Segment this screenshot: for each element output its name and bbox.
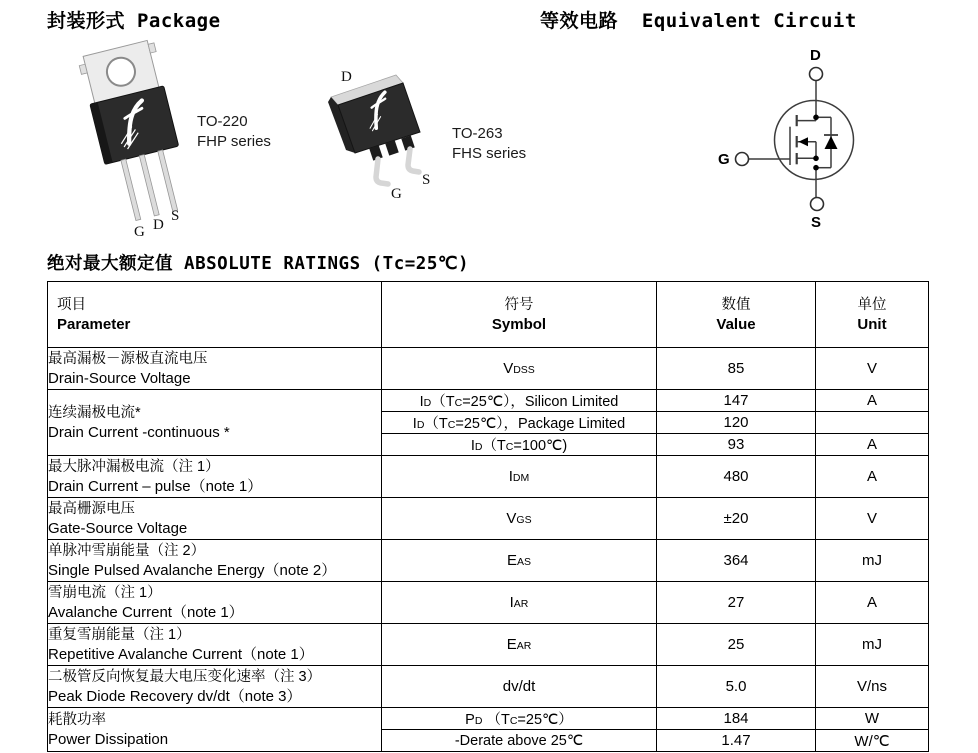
parameter-name-en: Single Pulsed Avalanche Energy（note 2） [48, 561, 337, 579]
drain-terminal [810, 68, 823, 81]
unit-cell: A [816, 434, 929, 456]
column-header-symbol [382, 282, 657, 348]
to263-caption [452, 124, 526, 164]
parameter-name-zh: 最大脉冲漏极电流（注 1） [48, 458, 220, 475]
unit-cell: V [816, 498, 929, 540]
parameter-cell [48, 666, 382, 708]
to220-leg [139, 155, 159, 216]
symbol-cell: IDM [382, 456, 657, 498]
column-header-unit [816, 282, 929, 348]
unit-cell: V [816, 348, 929, 390]
parameter-name-zh: 雪崩电流（注 1） [48, 584, 162, 601]
unit-cell: W/℃ [816, 730, 929, 752]
unit-cell [816, 412, 929, 434]
terminal-label-d: D [810, 47, 821, 64]
parameter-cell [48, 540, 382, 582]
symbol-cell: VDSS [382, 348, 657, 390]
header-symbol-zh: 符号 [504, 296, 534, 313]
unit-cell: V/ns [816, 666, 929, 708]
parameter-name-zh: 重复雪崩能量（注 1） [48, 626, 191, 643]
table-row [48, 540, 929, 582]
parameter-name-zh: 耗散功率 [48, 711, 106, 728]
value-cell: 27 [657, 582, 816, 624]
symbol-cell: IAR [382, 582, 657, 624]
absolute-ratings-table [47, 281, 929, 752]
to263-series: FHS series [452, 145, 527, 162]
to220-pin-label-s: S [171, 208, 180, 224]
parameter-cell [48, 456, 382, 498]
table-row [48, 456, 929, 498]
column-header-parameter [48, 282, 382, 348]
value-cell: 1.47 [657, 730, 816, 752]
table-row [48, 498, 929, 540]
to263-leg [408, 149, 419, 172]
to220-series: FHP series [197, 133, 271, 150]
to263-pin-label-g: G [391, 186, 402, 202]
value-cell: 184 [657, 708, 816, 730]
column-header-value [657, 282, 816, 348]
table-row [48, 708, 929, 730]
to220-pin-label-g: G [134, 224, 145, 240]
symbol-cell: -Derate above 25℃ [382, 730, 657, 752]
symbol-cell: EAS [382, 540, 657, 582]
unit-cell: A [816, 390, 929, 412]
header-unit-zh: 单位 [857, 296, 887, 313]
header-value-en: Value [716, 315, 756, 333]
to-263-package-image [298, 55, 448, 205]
symbol-cell: ID（TC=25℃），Silicon Limited [382, 390, 657, 412]
parameter-cell [48, 624, 382, 666]
to263-pin-label-s: S [422, 172, 431, 188]
parameter-name-en: Drain Current – pulse（note 1） [48, 477, 263, 495]
to263-stub [390, 142, 394, 154]
value-cell: 5.0 [657, 666, 816, 708]
to220-leg [158, 150, 178, 211]
parameter-name-en: Gate-Source Voltage [48, 519, 188, 537]
to220-caption [197, 112, 271, 152]
parameter-cell [48, 498, 382, 540]
unit-cell: mJ [816, 624, 929, 666]
table-row [48, 624, 929, 666]
value-cell: 480 [657, 456, 816, 498]
parameter-name-en: Repetitive Avalanche Current（note 1） [48, 645, 314, 663]
parameter-cell [48, 708, 382, 752]
parameter-name-en: Drain Current -continuous * [48, 423, 230, 441]
parameter-name-zh: 单脉冲雪崩能量（注 2） [48, 542, 206, 559]
symbol-cell: ID（TC=100℃) [382, 434, 657, 456]
mosfet-body-arrow [799, 137, 809, 146]
symbol-cell: EAR [382, 624, 657, 666]
parameter-name-en: Avalanche Current（note 1） [48, 603, 244, 621]
circuit-section-title: 等效电路 Equivalent Circuit [540, 10, 857, 32]
body-diode-triangle [825, 136, 838, 149]
parameter-name-zh: 最高栅源电压 [48, 500, 135, 517]
header-unit-en: Unit [857, 315, 887, 333]
unit-cell: mJ [816, 540, 929, 582]
symbol-cell: dv/dt [382, 666, 657, 708]
parameter-name-en: Drain-Source Voltage [48, 369, 191, 387]
header-value-zh: 数值 [721, 296, 751, 313]
unit-cell: A [816, 582, 929, 624]
table-row [48, 582, 929, 624]
header-parameter-en: Parameter [57, 315, 131, 333]
parameter-name-en: Power Dissipation [48, 730, 169, 748]
ratings-table-title: 绝对最大额定值 ABSOLUTE RATINGS (Tc=25℃) [47, 254, 470, 274]
to220-type: TO-220 [197, 113, 248, 130]
value-cell: ±20 [657, 498, 816, 540]
header-parameter-zh: 项目 [57, 296, 86, 313]
parameter-cell [48, 348, 382, 390]
to263-pin-label-d: D [341, 69, 352, 85]
header-symbol-en: Symbol [491, 315, 547, 333]
source-terminal [811, 198, 824, 211]
parameter-name-zh: 二极管反向恢复最大电压变化速率（注 3） [48, 668, 322, 685]
unit-cell: A [816, 456, 929, 498]
mosfet-equivalent-circuit [700, 42, 905, 237]
to220-pin-label-d: D [153, 217, 164, 233]
table-row [48, 666, 929, 708]
parameter-name-zh: 最高漏极－源极直流电压 [48, 350, 208, 367]
value-cell: 120 [657, 412, 816, 434]
parameter-name-en: Peak Diode Recovery dv/dt（note 3） [48, 687, 302, 705]
to263-type: TO-263 [452, 125, 503, 142]
value-cell: 85 [657, 348, 816, 390]
gate-terminal [736, 153, 749, 166]
terminal-label-s: S [811, 214, 822, 231]
value-cell: 147 [657, 390, 816, 412]
terminal-label-g: G [718, 151, 730, 168]
symbol-cell: PD （TC=25℃） [382, 708, 657, 730]
value-cell: 364 [657, 540, 816, 582]
parameter-cell [48, 390, 382, 456]
table-row [48, 390, 929, 412]
parameter-cell [48, 582, 382, 624]
package-section-title: 封装形式 Package [47, 10, 221, 32]
parameter-name-zh: 连续漏极电流* [48, 404, 141, 421]
to220-leg [121, 159, 141, 220]
table-row [48, 348, 929, 390]
symbol-cell: ID（TC=25℃），Package Limited [382, 412, 657, 434]
value-cell: 25 [657, 624, 816, 666]
table-header-row [48, 282, 929, 348]
unit-cell: W [816, 708, 929, 730]
value-cell: 93 [657, 434, 816, 456]
to263-leg [376, 159, 388, 184]
symbol-cell: VGS [382, 498, 657, 540]
